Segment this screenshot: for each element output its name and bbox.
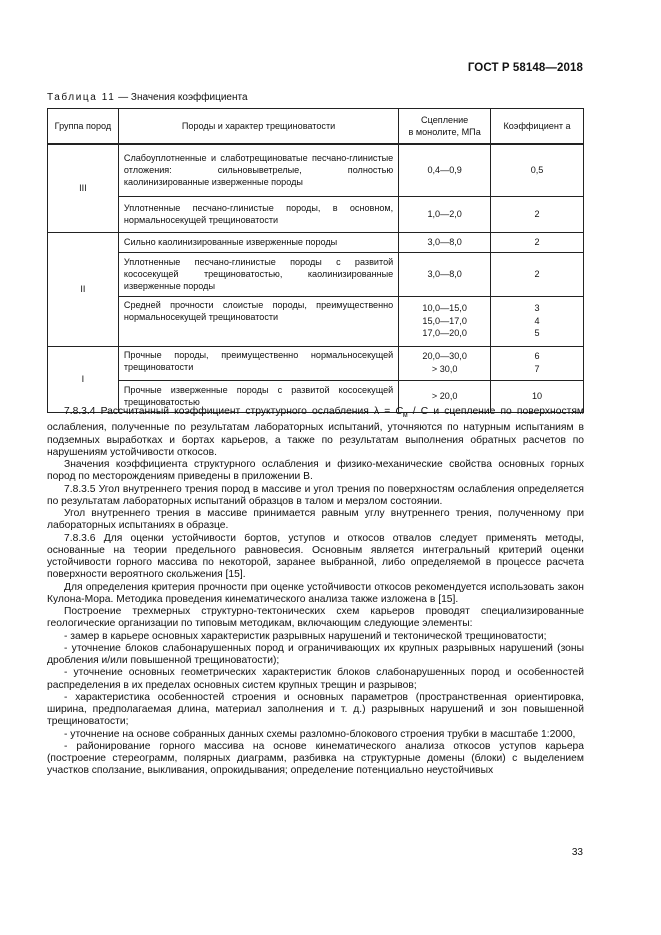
table-row [48,144,584,196]
rock-description: Уплотненные песчано-глинистые породы, в основном, нормальносекущей трещиноватости [118,196,398,232]
paragraph: Построение трехмерных структурно-тектонических схем карьеров проводят специализированные геологические организации по типовым методикам, включающим следующие элементы: [47,606,584,630]
paragraph: Значения коэффициента структурного ослабления и физико-механические свойства основных горных пород по месторождениям приведены в приложении В. [47,459,584,483]
cohesion-value: 17,0—20,0 [422,328,467,339]
cohesion-value: 15,0—17,0 [422,315,467,326]
standard-number: ГОСТ Р 58148—2018 [467,62,583,74]
list-item: - районирование горного массива на основе кинематического анализа откосов уступов карьера (построение стереограмм, полярных диаграмм, разбивка на структурные домены (блоки) с выделением участков сползание, выкливания, опрокидывания; определение потенциально неустойчивых [47,740,584,777]
header-coefficient: Коэффициент а [491,109,584,145]
cohesion-value: 3,0—8,0 [399,232,491,252]
table-row [48,252,584,296]
cohesion-value: 1,0—2,0 [399,196,491,232]
list-item: - уточнение основных геометрических характеристик блоков слабонарушенных пород и особенностей распределения в их пределах основных систем крупных трещин и разрывов; [47,667,584,691]
paragraph-text: 7.8.3.4 Рассчитанный коэффициент структурного ослабления λ = [64,406,396,417]
list-item: - уточнение блоков слабонарушенных пород и ограничивающих их крупных разрывных нарушений (зоны дробления и/или повышенной трещиноватости); [47,642,584,667]
paragraph: 7.8.3.5 Угол внутреннего трения пород в массиве и угол трения по поверхностям ослабления определяется по результатам лабораторных испытаний образцов в талом и мерзлом состоянии. [47,483,584,507]
coefficient-values [491,296,584,346]
cohesion-value: 10,0—15,0 [422,303,467,314]
body-text [47,406,584,778]
table-row [48,346,584,380]
table-row [48,196,584,232]
table-header-row [48,109,584,145]
header-rock-description: Породы и характер трещиноватости [118,109,398,145]
rock-description: Слабоуплотненные и слаботрещиноватые песчано-глинистые отложения: сильновыветрелые, полностью каолинизированные изверженные породы [118,144,398,196]
cohesion-values [399,346,491,380]
paragraph: Угол внутреннего трения в массиве принимается равным углу внутреннего трения, полученному при лабораторных испытаниях в образце. [47,508,584,532]
coefficient-value: 2 [491,232,584,252]
cohesion-values [399,296,491,346]
paragraph: Для определения критерия прочности при оценке устойчивости откосов рекомендуется использовать закон Кулона-Мора. Методика проведения кинематического анализа также изложена в [15]. [47,581,584,605]
coefficient-value: 5 [534,328,540,339]
coefficient-value: 10 [491,380,584,412]
coefficient-value: 6 [534,351,540,362]
coefficient-table [47,108,584,413]
rock-description: Уплотненные песчано-глинистые породы с развитой кососекущей трещиноватостью, каолинизированные изверженные породы [118,252,398,296]
page-number: 33 [571,847,583,858]
cohesion-value: > 30,0 [431,364,458,374]
header-cohesion: Сцепление в монолите, МПа [399,109,491,145]
rock-description: Сильно каолинизированные изверженные породы [118,232,398,252]
rock-description: Прочные породы, преимущественно нормальносекущей трещиноватости [118,346,398,380]
rock-description: Средней прочности слоистые породы, преимущественно нормальносекущей трещиноватости [118,296,398,346]
cohesion-value: > 20,0 [399,380,491,412]
coefficient-values [491,346,584,380]
cohesion-value: 3,0—8,0 [399,252,491,296]
coefficient-value: 7 [534,364,540,374]
coefficient-value: 0,5 [491,144,584,196]
header-rock-group: Группа пород [48,109,119,145]
list-item: - уточнение на основе собранных данных схемы разломно-блокового строения трубки в масштабе 1:2000, [64,728,576,740]
coefficient-value: 2 [491,252,584,296]
cohesion-value: 0,4—0,9 [399,144,491,196]
rock-group-cell: I [48,346,119,412]
cohesion-value: 20,0—30,0 [422,351,467,362]
list-item: - характеристика особенностей строения и основных параметров (пространственная ориентировка, ширина, предполагаемая длина, материал заполнения и т. д.) разрывных нарушений и зон повышенной трещиноватости; [47,691,584,728]
coefficient-value: 3 [534,303,540,314]
list-item: - замер в карьере основных характеристик разрывных нарушений и тектонической трещиноватости; [64,630,547,642]
paragraph-text: / C и сцепление по поверхностям ослабления, полученные по результатам лабораторных испытаний, уточняются по натурным испытаниям в подземных выработках и бортах карьеров, а также по результатам выполнения обратных расчетов по нарушениям устойчивости откосов. [47,406,584,458]
table-caption-label: Таблица 11 [47,92,116,103]
table-caption [47,92,248,103]
rock-group-cell: III [48,144,119,232]
rock-group-cell: II [48,232,119,346]
cohesion-subscript: м [402,412,408,420]
paragraph [47,406,584,459]
table-row [48,296,584,346]
coefficient-value: 4 [534,315,540,326]
table-caption-title: — Значения коэффициента [115,92,248,103]
rock-description: Прочные изверженные породы с развитой кососекущей трещиноватостью [118,380,398,412]
table-row [48,232,584,252]
cohesion-symbol: C [395,406,403,417]
coefficient-value: 2 [491,196,584,232]
paragraph: 7.8.3.6 Для оценки устойчивости бортов, уступов и откосов отвалов следует применять методы, основанные на теории предельного равновесия. Основным является интегральный критерий оценки устойчивости горного массива по некоторой, заранее выбранной, либо определяемой в процессе расчета поверхности вероятного скольжения [15]. [47,532,584,581]
